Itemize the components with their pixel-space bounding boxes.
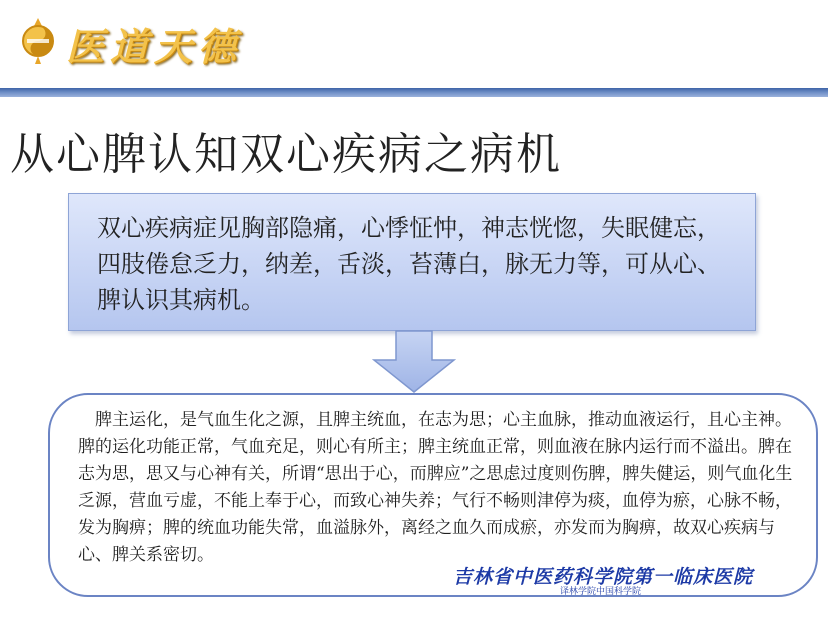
yin-yang-emblem-icon xyxy=(18,16,58,66)
watermark-subtext: 译林学院中国科学院 xyxy=(560,587,642,597)
page-title: 从心脾认知双心疾病之病机 xyxy=(10,129,562,180)
header-rule xyxy=(0,88,828,97)
summary-box xyxy=(68,193,756,331)
down-arrow-icon xyxy=(372,330,456,394)
detail-text: 脾主运化，是气血生化之源，且脾主统血，在志为思；心主血脉，推动血液运行，且心主神。脾的运化功能正常，气血充足，则心有所主；脾主统血正常，则血液在脉内运行而不溢出。脾在志为思，思又与心神有关，所谓“思出于心，而脾应”之思虑过度则伤脾，脾失健运，则气血化生乏源，营血亏虚，不能上奉于心，而致心神失养；气行不畅则津停为痰，血停为瘀，心脉不畅，发为胸痹；脾的统血功能失常，血溢脉外，离经之血久而成瘀，亦发而为胸痹，故双心疾病与心、脾关系密切。 xyxy=(78,410,793,565)
watermark-text: 吉林省中医药科学院第一临床医院 xyxy=(453,566,754,588)
logo-text: 医道天德 xyxy=(66,24,243,69)
header-banner xyxy=(0,0,828,86)
summary-text: 双心疾病症见胸部隐痛，心悸怔忡，神志恍惚，失眠健忘，四肢倦怠乏力，纳差，舌淡，苔薄白，脉无力等，可从心、脾认识其病机。 xyxy=(97,214,721,314)
